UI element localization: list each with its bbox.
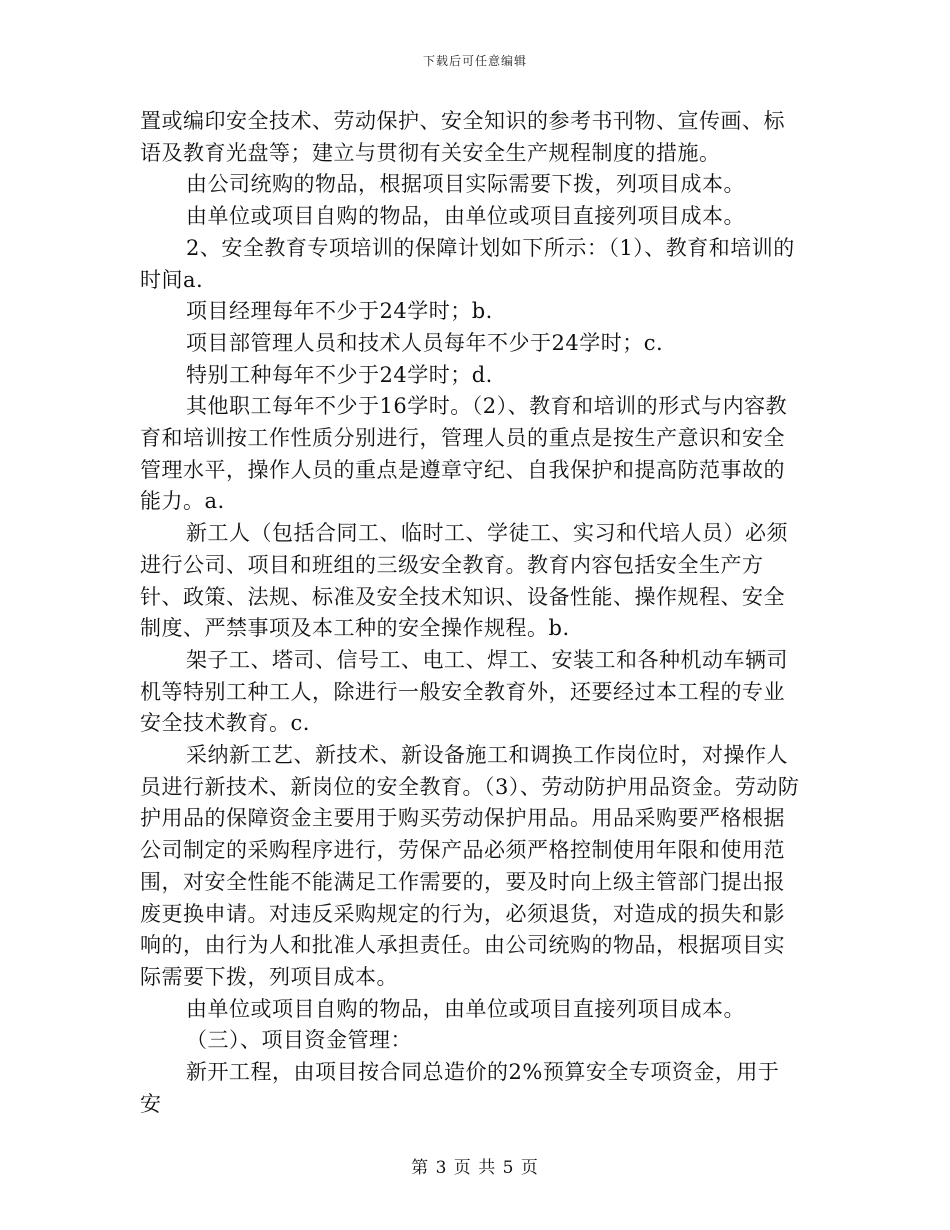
paragraph: 特别工种每年不少于24学时；d.: [186, 362, 493, 387]
paragraph: （三）、项目资金管理：: [186, 1028, 412, 1053]
paragraph: 2、安全教育专项培训的保障计划如下所示：（1）、教育和培训的时间a.: [140, 235, 795, 292]
paragraph: 采纳新工艺、新技术、新设备施工和调换工作岗位时，对操作人员进行新技术、新岗位的安全教育。（3）、劳动防护用品资金。劳动防护用品的保障资金主要用于购买劳动保护用品。用品采购要严格根据公司制定的采购程序进行，劳保产品必须严格控制使用年限和使用范围，对安全性能不能满足工作需要的，要及时向上级主管部门提出报废更换申请。对违反采购规定的行为，必须退货，对造成的损失和影响的，由行为人和批准人承担责任。由公司统购的物品，根据项目实际需要下拨，列项目成本。: [140, 743, 800, 989]
paragraph: 项目部管理人员和技术人员每年不少于24学时；c.: [186, 330, 664, 355]
paragraph: 由单位或项目自购的物品，由单位或项目直接列项目成本。: [186, 204, 745, 229]
paragraph: 由单位或项目自购的物品，由单位或项目直接列项目成本。: [186, 996, 745, 1021]
page-header: 下载后可任意编辑: [422, 54, 527, 68]
paragraph: 其他职工每年不少于16学时。（2）、教育和培训的形式与内容教育和培训按工作性质分别进行，管理人员的重点是按生产意识和安全管理水平，操作人员的重点是遵章守纪、自我保护和提高防范事故的能力。a.: [140, 394, 788, 514]
paragraph: 新开工程，由项目按合同总造价的2%预算安全专项资金，用于安: [140, 1060, 780, 1116]
page-number-footer: 第 3 页 共 5 页: [411, 1158, 539, 1178]
paragraph: 架子工、塔司、信号工、电工、焊工、安装工和各种机动车辆司机等特别工种工人，除进行一般安全教育外，还要经过本工程的专业安全技术教育。c.: [140, 647, 788, 736]
paragraph: 置或编印安全技术、劳动保护、安全知识的参考书刊物、宣传画、标语及教育光盘等；建立与贯彻有关安全生产规程制度的措施。: [140, 109, 785, 165]
document-body: [140, 106, 800, 1121]
paragraph: 项目经理每年不少于24学时；b.: [186, 299, 493, 324]
paragraph: 由公司统购的物品，根据项目实际需要下拨，列项目成本。: [186, 172, 745, 197]
paragraph: 新工人（包括合同工、临时工、学徒工、实习和代培人员）必须进行公司、项目和班组的三级安全教育。教育内容包括安全生产方针、政策、法规、标准及安全技术知识、设备性能、操作规程、安全制度、严禁事项及本工种的安全操作规程。b.: [140, 521, 788, 641]
